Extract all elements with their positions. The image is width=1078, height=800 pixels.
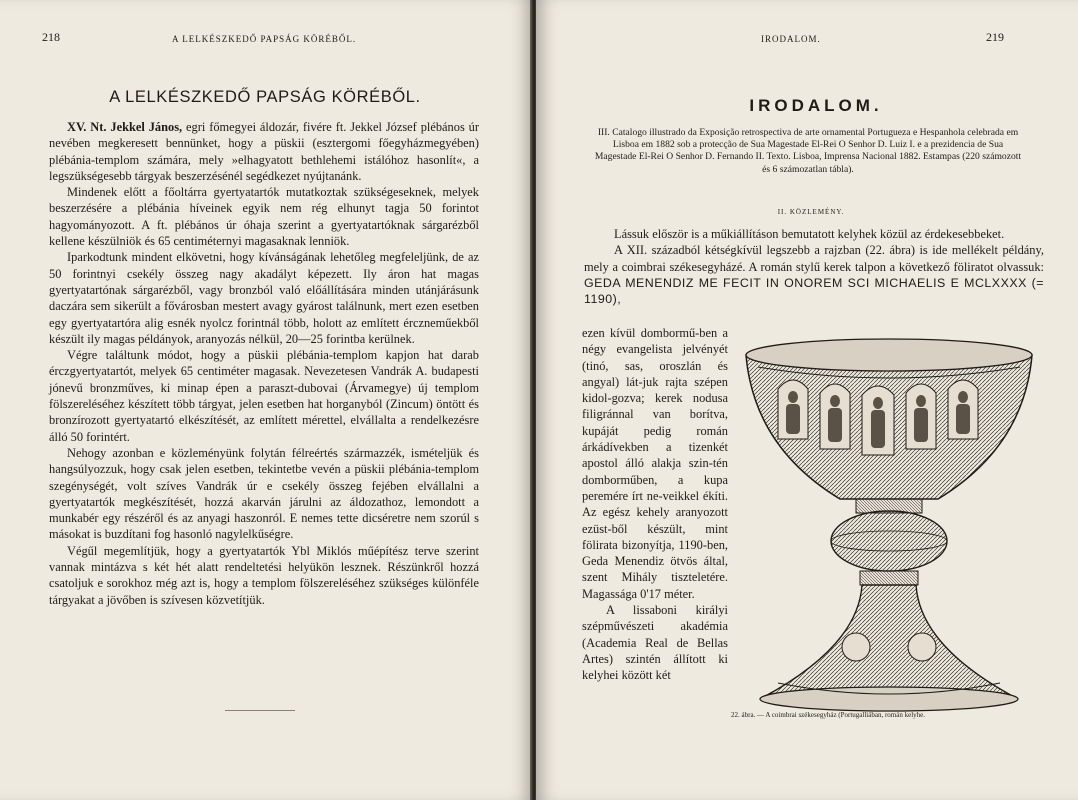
paragraph — [584, 242, 1044, 307]
paragraph — [49, 119, 479, 184]
article-body-column — [582, 325, 728, 684]
page-title: IRODALOM. — [749, 96, 883, 115]
paragraph: Lássuk először is a műkiállításon bemutatott kelyhek közül az érdekesebbeket. — [614, 227, 1005, 241]
paragraph: Iparkodtunk mindent elkövetni, hogy kívánságának lehetőleg megfeleljünk, de az 50 forintnyi csekély összeg nagy akadályt képezett. Ily áron hat magas gyertyatartónak sárgarézből, vagy bronzból való előállítására minden utánjárásunk daczára sem sikerült a fővárosban mestert avagy gyárost találnunk, mert ezen esetben egy gyertyatartóra alig esnék nyolcz forintnál több, holott az említett érczneműekből készült ily magas példányok, aranyozás nélkül, 20—25 forintba kerülnek. — [49, 250, 479, 346]
paragraph: A lissaboni királyi szépművészeti akadémia (Academia Real de Bellas Artes) szintén állított ki kelyhei között két — [582, 603, 728, 683]
paragraph: Végűl megemlítjük, hogy a gyertyatartók Ybl Miklós műépítész terve szerint vannak mintázva s két hét alatt rendeltetési helyükön lesznek. Részünkről hozzá csatoljuk e sorokhoz még azt is, hogy a templom fölszereléséhez szükséges különféle tárgyakat a jövőben is szívesen közvetítjük. — [49, 543, 479, 607]
page-number: 219 — [986, 30, 1004, 44]
article-body-top — [584, 226, 1044, 307]
paragraph: Nehogy azonban e közleményünk folytán félreértés származzék, ismételjük és hangsúlyozzuk, hogy csak jelen esetben, tekintetbe vevén a püskii plébánia-templom szegénységét, volt szíves Vandrák úr e csekély összeg fejében elvállalni a gyertyatartók megkészítését, hozzá akarván járulni az áldozathoz, lemondott a munkabér egy részéről és az anyagi haszonról. E nemes tette dicséretre nem szorúl s másokat is buzdítani fog hasonló nagylelkűségre. — [49, 445, 479, 542]
chalice-illustration — [738, 327, 1040, 717]
paragraph: Mindenek előtt a főoltárra gyertyatartók mutatkoztak szükségeseknek, melyek beszerzésére a plébánia híveinek egyik nem rég elhunyt tagja 50 forintot hagyományozott. A ft. plébános úr óhaja szerint a gyertyatartóknak sárgarézből kellene készülniök és 65 centiméternyi magasaknak lenniök. — [49, 185, 479, 249]
paragraph: ezen kívül dombormű-ben a négy evangelista jelvényét (tinó, sas, oroszlán és angyal) lát-juk rajta szépen kidol-gozva; kerek nodusa filigránnal van borítva, kupáját pedig román árkádívekben a tizenkét apostol álló alakja szin-tén domborműben, a kupa peremére írt ne-veikkel ékíti. Az egész kehely aranyozott ezüst-ből készült, mint fölirata bizonyítja, 1190-ben, Geda Menendiz ötvös által, szent Mihály tiszteletére. Magassága 0'17 méter. — [582, 326, 728, 601]
section-heading: XV. Nt. Jekkel János, — [67, 120, 183, 134]
catalog-entry: III. Catalogo illustrado da Exposição retrospectiva de arte ornamental Portugueza e Hespanhola celebrada em Lisboa em 1882 sob a protecção de Sua Magestade El-Rei O Senhor D. Luiz I. e a prezidencia de Sua Magestade El-Rei O Senhor D. Fernando II. Texto. Lisboa, Imprensa Nacional 1882. Estampas (220 számozott és 6 számozatlan tábla). — [594, 127, 1022, 175]
figure-caption: 22. ábra. — A coimbrai székesegyház (Portugalliában, román kelyhe. — [731, 711, 925, 719]
paragraph-text: A XII. századból kétségkívül legszebb a rajzban (22. ábra) is ide mellékelt példány, mely a coimbrai székesegyházé. A román stylű kerek talpon a következő föliratot olvassuk: — [584, 243, 1044, 274]
page-number: 218 — [42, 30, 60, 44]
page-title: A LELKÉSZKEDŐ PAPSÁG KÖRÉBŐL. — [109, 88, 421, 106]
running-head: A LELKÉSZKEDŐ PAPSÁG KÖRÉBŐL. — [172, 34, 357, 44]
end-rule — [225, 710, 295, 711]
left-page — [0, 0, 532, 800]
article-body — [49, 119, 479, 608]
running-head: IRODALOM. — [761, 34, 821, 44]
paragraph-text: egri főmegyei áldozár, fivére ft. Jekkel József plébános úr nevében megkeresett bennünket, hogy a püskii (esztergomi főegyházmegyében) plébánia-templom számára, mely »elhagyatott bethlehemi istálóhoz hasonlít«, a legszükségesebb tárgyak beszerzésénél segédkezet nyújtanánk. — [49, 120, 479, 183]
right-page — [536, 0, 1078, 800]
inscription: GEDA MENENDIZ ME FECIT IN ONOREM SCI MICHAELIS E MCLXXXX (= 1190), — [584, 275, 1044, 307]
paragraph: Végre találtunk módot, hogy a püskii plébánia-templom kapjon hat darab érczgyertyatartót, melyek 65 centiméter magasak. Nevezetesen Vandrák A. budapesti jónevű bronzműves, ki minap épen a paraszt-dubovai (Árvamegye) új templom fölszereléséhez készített több tárgyat, jelen esetben hat horganyból (Zincum) öntött és bronzírozott gyertyatartó elkészítését, az említett mérettel, elvállalta a rendelkezésre álló 50 forintért. — [49, 348, 479, 444]
subheading: II. KÖZLEMÉNY. — [777, 208, 845, 216]
